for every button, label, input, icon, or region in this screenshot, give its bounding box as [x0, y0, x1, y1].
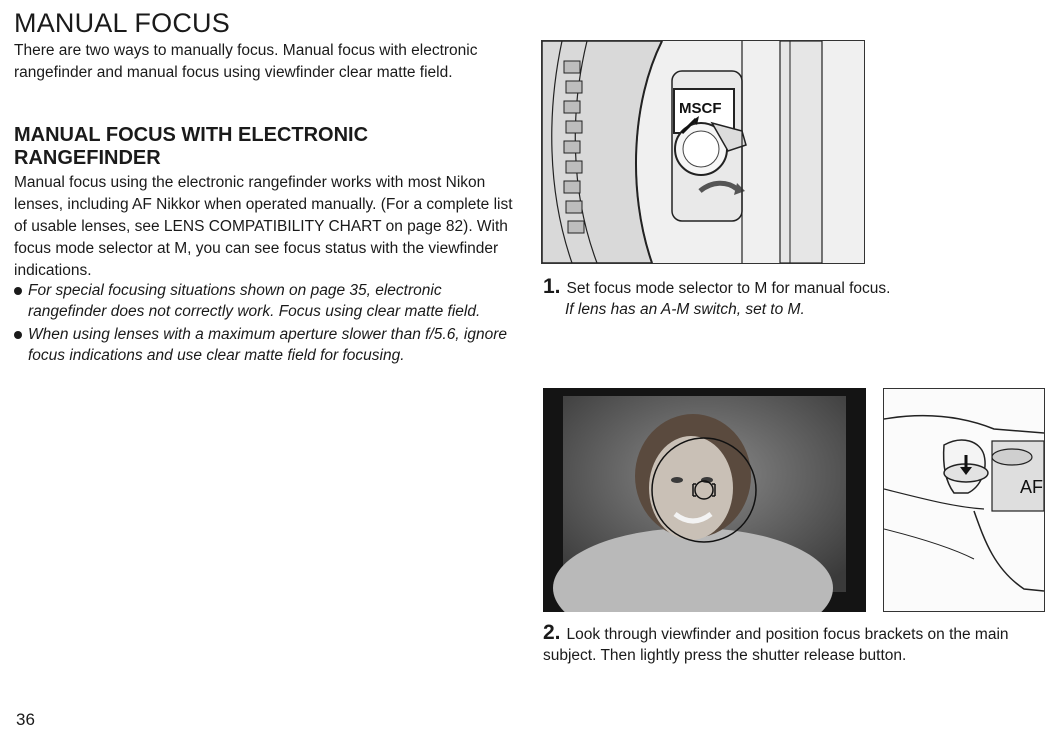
page-number: 36: [16, 710, 35, 729]
shutter-release-illustration: [883, 388, 1045, 612]
step-1: [543, 276, 963, 320]
note-list: [14, 280, 514, 368]
page-title: MANUAL FOCUS: [14, 8, 230, 38]
step-number: 1.: [543, 275, 561, 298]
note-text: For special focusing situations shown on page 35, electronic rangefinder does not correctly work. Focus using clear matte field.: [28, 282, 481, 320]
body-paragraph: Manual focus using the electronic rangefinder works with most Nikon lenses, including AF Nikkor when operated manually. (For a complete list of usable lenses, see LENS COMPATIBILITY CHART on page 82). With focus mode selector at M, you can see focus status with the viewfinder indications.: [14, 174, 513, 279]
note-item: [14, 324, 514, 366]
step-text: Set focus mode selector to M for manual focus.: [566, 280, 891, 297]
viewfinder-photo: [543, 388, 866, 612]
viewfinder-scene: [543, 388, 866, 612]
step-note: If lens has an A-M switch, set to M.: [565, 301, 805, 318]
intro-paragraph: There are two ways to manually focus. Manual focus with electronic rangefinder and manual focus using viewfinder clear matte field.: [14, 42, 478, 81]
camera-top-drawing: [884, 389, 1044, 611]
focus-mode-selector-illustration: [541, 40, 865, 264]
note-item: [14, 280, 514, 322]
lens-and-selector-drawing: [542, 41, 864, 263]
note-text: When using lenses with a maximum aperture slower than f/5.6, ignore focus indications and use clear matte field for focusing.: [28, 326, 508, 364]
step-number: 2.: [543, 621, 561, 644]
selector-label: MSCF: [679, 100, 722, 117]
af-label: AF: [1020, 477, 1044, 497]
section-heading: MANUAL FOCUS WITH ELECTRONIC RANGEFINDER: [14, 124, 369, 169]
step-text: Look through viewfinder and position focus brackets on the main subject. Then lightly press the shutter release button.: [543, 626, 1009, 664]
bullet-icon: [14, 287, 22, 295]
step-2: [543, 622, 1038, 666]
bullet-icon: [14, 331, 22, 339]
